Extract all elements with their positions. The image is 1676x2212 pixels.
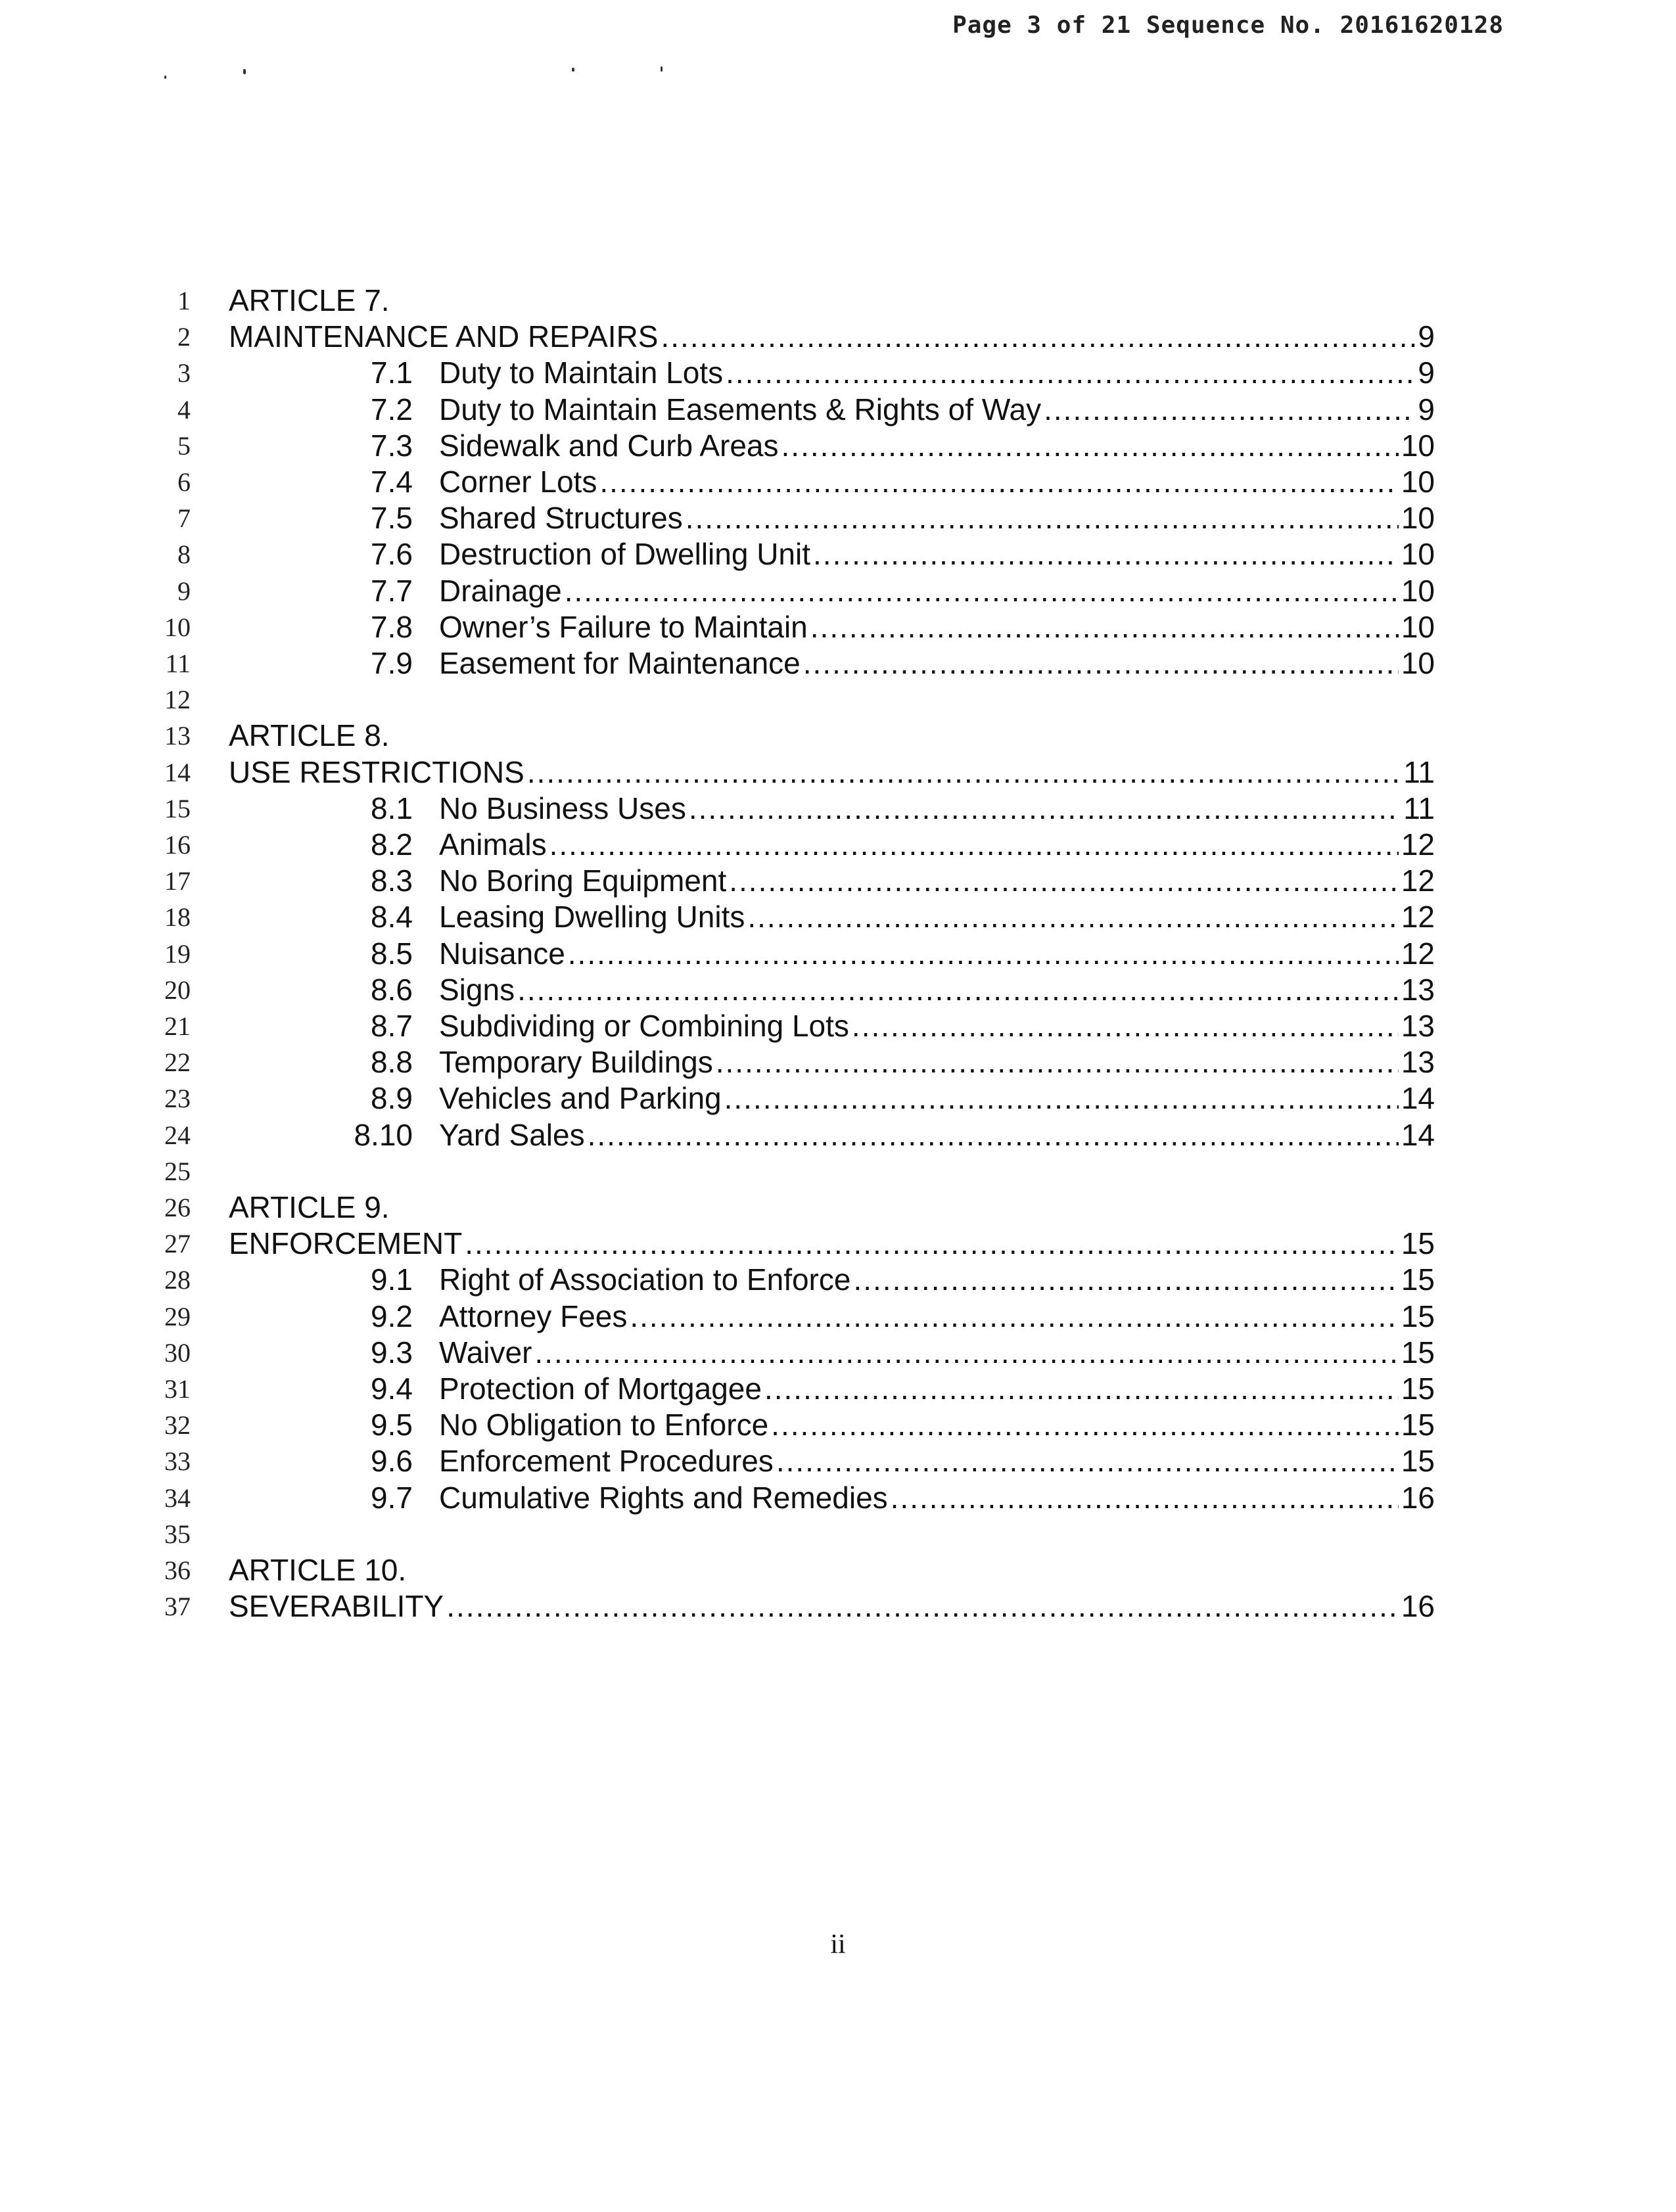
- toc-article-entry: [229, 319, 1435, 355]
- line-number: 27: [164, 1229, 191, 1259]
- toc-section-entry: [321, 1117, 1435, 1153]
- toc-line: [0, 827, 1676, 863]
- toc-line: [0, 645, 1676, 681]
- toc-line: [0, 573, 1676, 609]
- entry-page-number: 11: [1403, 754, 1435, 789]
- entry-page-number: 15: [1401, 1262, 1435, 1297]
- toc-line: [0, 1189, 1676, 1226]
- dot-leader: [588, 1117, 1399, 1153]
- toc-section-entry: [321, 863, 1435, 899]
- entry-page-number: 10: [1401, 465, 1435, 499]
- toc-line: [0, 1588, 1676, 1624]
- line-number: 6: [177, 467, 191, 497]
- dot-leader: [813, 536, 1399, 572]
- line-number: 9: [177, 576, 191, 606]
- line-number: 19: [164, 938, 191, 969]
- entry-page-number: 12: [1401, 900, 1435, 934]
- entry-page-number: 16: [1401, 1589, 1435, 1624]
- toc-section-entry: [321, 464, 1435, 500]
- section-number: 7.3: [371, 428, 413, 463]
- entry-title: SEVERABILITY: [229, 1589, 444, 1624]
- entry-page-number: 9: [1418, 356, 1435, 390]
- page-sequence-stamp: Page 3 of 21 Sequence No. 20161620128: [952, 12, 1504, 39]
- toc-section-entry: [321, 1443, 1435, 1479]
- line-number: 11: [165, 649, 191, 678]
- entry-page-number: 12: [1401, 864, 1435, 898]
- line-number: 1: [177, 286, 191, 315]
- toc-line: [0, 1407, 1676, 1443]
- entry-page-number: 10: [1401, 537, 1435, 572]
- line-number: 13: [164, 721, 191, 751]
- entry-page-number: 15: [1401, 1444, 1435, 1479]
- section-number: 7.9: [371, 646, 413, 680]
- entry-page-number: 15: [1401, 1371, 1435, 1406]
- entry-title: Destruction of Dwelling Unit: [439, 537, 811, 572]
- entry-title: Enforcement Procedures: [439, 1444, 774, 1479]
- toc-line: [0, 1008, 1676, 1044]
- dot-leader: [771, 1407, 1399, 1443]
- toc-section-entry: [321, 1080, 1435, 1117]
- toc-line: [0, 1153, 1676, 1189]
- line-number: 26: [164, 1193, 191, 1222]
- dot-leader: [853, 1262, 1398, 1298]
- section-number: 9.1: [371, 1262, 413, 1297]
- entry-page-number: 14: [1401, 1117, 1435, 1152]
- section-number: 7.7: [371, 573, 413, 608]
- entry-page-number: 15: [1401, 1299, 1435, 1333]
- dot-leader: [747, 899, 1398, 935]
- entry-title: Sidewalk and Curb Areas: [439, 428, 779, 463]
- section-number: 8.8: [371, 1045, 413, 1080]
- entry-page-number: 9: [1418, 319, 1435, 354]
- entry-title: Shared Structures: [439, 501, 683, 536]
- entry-page-number: 14: [1401, 1081, 1435, 1116]
- toc-section-entry: [321, 1371, 1435, 1407]
- toc-line: [0, 1262, 1676, 1298]
- line-number: 10: [164, 612, 191, 642]
- dot-leader: [716, 1044, 1399, 1080]
- dot-leader: [568, 936, 1399, 972]
- toc-line: [0, 1552, 1676, 1588]
- toc-line: [0, 536, 1676, 572]
- dot-leader: [630, 1299, 1398, 1335]
- entry-title: USE RESTRICTIONS: [229, 754, 524, 789]
- entry-page-number: 13: [1401, 972, 1435, 1007]
- entry-page-number: 15: [1401, 1335, 1435, 1370]
- entry-title: Easement for Maintenance: [439, 646, 801, 680]
- toc-section-entry: [321, 645, 1435, 681]
- section-number: 7.1: [371, 356, 413, 390]
- entry-page-number: 9: [1418, 392, 1435, 426]
- scan-specks: [0, 62, 789, 89]
- toc-section-entry: [321, 428, 1435, 464]
- entry-title: Temporary Buildings: [439, 1045, 713, 1080]
- entry-page-number: 15: [1401, 1408, 1435, 1442]
- toc-section-entry: [321, 573, 1435, 609]
- toc-article-entry: [229, 1226, 1435, 1262]
- toc-line: [0, 1299, 1676, 1335]
- dot-leader: [781, 428, 1399, 464]
- toc-line: [0, 1480, 1676, 1516]
- entry-title: Subdividing or Combining Lots: [439, 1009, 849, 1043]
- line-number: 18: [164, 902, 191, 933]
- line-number: 22: [164, 1048, 191, 1078]
- toc-section-entry: [321, 1262, 1435, 1298]
- entry-title: Signs: [439, 972, 515, 1007]
- section-number: 8.10: [354, 1117, 413, 1152]
- dot-leader: [599, 464, 1398, 500]
- line-number: 8: [177, 540, 191, 570]
- toc-line: [0, 500, 1676, 536]
- dot-leader: [726, 355, 1415, 391]
- entry-title: Owner’s Failure to Maintain: [439, 609, 808, 644]
- toc-section-entry: [321, 1044, 1435, 1080]
- line-number: 33: [164, 1446, 191, 1477]
- section-number: 9.2: [371, 1299, 413, 1333]
- toc-article-entry: [229, 283, 1435, 319]
- dot-leader: [661, 319, 1415, 355]
- toc-article-entry: [229, 1189, 1435, 1226]
- section-number: 8.5: [371, 936, 413, 971]
- line-number: 2: [177, 322, 191, 352]
- entry-page-number: 12: [1401, 827, 1435, 862]
- entry-title: Vehicles and Parking: [439, 1081, 722, 1116]
- toc-section-entry: [321, 1407, 1435, 1443]
- dot-leader: [565, 573, 1399, 609]
- entry-page-number: 10: [1401, 428, 1435, 463]
- entry-title: Protection of Mortgagee: [439, 1371, 762, 1406]
- toc-section-entry: [321, 1008, 1435, 1044]
- line-number: 35: [164, 1519, 191, 1549]
- section-number: 7.4: [371, 465, 413, 499]
- line-number: 29: [164, 1301, 191, 1331]
- section-number: 9.7: [371, 1480, 413, 1515]
- line-number: 24: [164, 1120, 191, 1150]
- entry-page-number: 11: [1403, 791, 1435, 825]
- section-number: 9.4: [371, 1371, 413, 1406]
- line-number: 34: [164, 1483, 191, 1513]
- entry-page-number: 15: [1401, 1226, 1435, 1261]
- entry-title: ARTICLE 7.: [229, 283, 390, 317]
- line-number: 16: [164, 830, 191, 860]
- toc-line: [0, 428, 1676, 464]
- dot-leader: [517, 972, 1399, 1008]
- dot-leader: [527, 754, 1401, 791]
- section-number: 8.4: [371, 900, 413, 934]
- toc-line: [0, 1516, 1676, 1552]
- section-number: 8.9: [371, 1081, 413, 1116]
- entry-title: ARTICLE 8.: [229, 718, 390, 753]
- section-number: 8.2: [371, 827, 413, 862]
- line-number: 23: [164, 1084, 191, 1114]
- entry-title: ARTICLE 10.: [229, 1553, 407, 1587]
- section-number: 8.3: [371, 864, 413, 898]
- toc-line: [0, 754, 1676, 791]
- dot-leader: [729, 863, 1399, 899]
- toc-line: [0, 392, 1676, 428]
- entry-page-number: 13: [1401, 1009, 1435, 1043]
- toc-article-entry: [229, 754, 1435, 791]
- line-number: 25: [164, 1156, 191, 1186]
- entry-page-number: 13: [1401, 1045, 1435, 1080]
- toc-line: [0, 899, 1676, 935]
- page-number-footer: ii: [830, 1929, 846, 1960]
- toc-line: [0, 681, 1676, 718]
- toc-line: [0, 1371, 1676, 1407]
- line-number: 15: [164, 793, 191, 823]
- section-number: 7.5: [371, 501, 413, 536]
- toc-section-entry: [321, 500, 1435, 536]
- toc-line: [0, 609, 1676, 645]
- dot-leader: [724, 1080, 1399, 1117]
- dot-leader: [852, 1008, 1399, 1044]
- toc-line: [0, 319, 1676, 355]
- line-number: 20: [164, 975, 191, 1005]
- toc-line: [0, 936, 1676, 972]
- entry-title: Attorney Fees: [439, 1299, 628, 1333]
- entry-title: Drainage: [439, 573, 562, 608]
- entry-title: No Business Uses: [439, 791, 686, 825]
- line-number: 37: [164, 1592, 191, 1622]
- toc-line: [0, 1080, 1676, 1117]
- section-number: 8.6: [371, 972, 413, 1007]
- line-number: 4: [177, 394, 191, 425]
- dot-leader: [686, 500, 1399, 536]
- line-number: 3: [177, 358, 191, 388]
- entry-title: Waiver: [439, 1335, 532, 1370]
- entry-page-number: 16: [1401, 1480, 1435, 1515]
- line-number: 12: [164, 685, 191, 715]
- entry-title: Nuisance: [439, 936, 565, 971]
- entry-title: No Obligation to Enforce: [439, 1408, 769, 1442]
- toc-line: [0, 972, 1676, 1008]
- toc-line: [0, 1226, 1676, 1262]
- entry-title: ENFORCEMENT: [229, 1226, 463, 1261]
- toc-line: [0, 1044, 1676, 1080]
- line-number: 5: [177, 430, 191, 461]
- entry-page-number: 10: [1401, 646, 1435, 680]
- toc-line: [0, 718, 1676, 754]
- toc-section-entry: [321, 1299, 1435, 1335]
- line-number: 21: [164, 1011, 191, 1041]
- section-number: 7.2: [371, 392, 413, 426]
- entry-title: No Boring Equipment: [439, 864, 727, 898]
- dot-leader: [1044, 392, 1415, 428]
- section-number: 8.1: [371, 791, 413, 825]
- toc-line: [0, 1335, 1676, 1371]
- toc-line: [0, 791, 1676, 827]
- section-number: 9.3: [371, 1335, 413, 1370]
- entry-title: ARTICLE 9.: [229, 1190, 390, 1224]
- toc-article-entry: [229, 1588, 1435, 1624]
- line-number: 17: [164, 866, 191, 896]
- line-number: 30: [164, 1337, 191, 1368]
- line-number: 36: [164, 1555, 191, 1585]
- dot-leader: [446, 1588, 1399, 1624]
- toc-section-entry: [321, 1335, 1435, 1371]
- entry-page-number: 10: [1401, 573, 1435, 608]
- dot-leader: [764, 1371, 1399, 1407]
- section-number: 8.7: [371, 1009, 413, 1043]
- toc-line: [0, 1117, 1676, 1153]
- entry-title: Duty to Maintain Lots: [439, 356, 724, 390]
- toc-section-entry: [321, 609, 1435, 645]
- toc-article-entry: [229, 718, 1435, 754]
- dot-leader: [549, 827, 1399, 863]
- toc-section-entry: [321, 536, 1435, 572]
- toc-section-entry: [321, 936, 1435, 972]
- dot-leader: [465, 1226, 1399, 1262]
- section-number: 9.6: [371, 1444, 413, 1479]
- toc-article-entry: [229, 1552, 1435, 1588]
- line-number: 28: [164, 1265, 191, 1295]
- toc-line: [0, 1443, 1676, 1479]
- toc-section-entry: [321, 392, 1435, 428]
- entry-page-number: 12: [1401, 936, 1435, 971]
- line-number: 14: [164, 757, 191, 787]
- toc-line: [0, 464, 1676, 500]
- line-number: 7: [177, 503, 191, 534]
- entry-title: Yard Sales: [439, 1117, 585, 1152]
- dot-leader: [810, 609, 1399, 645]
- dot-leader: [534, 1335, 1398, 1371]
- entry-page-number: 10: [1401, 609, 1435, 644]
- section-number: 7.8: [371, 609, 413, 644]
- dot-leader: [891, 1480, 1399, 1516]
- entry-title: Right of Association to Enforce: [439, 1262, 851, 1297]
- toc-section-entry: [321, 1480, 1435, 1516]
- entry-title: MAINTENANCE AND REPAIRS: [229, 319, 659, 354]
- toc-section-entry: [321, 972, 1435, 1008]
- toc-section-entry: [321, 791, 1435, 827]
- toc-line: [0, 283, 1676, 319]
- toc-section-entry: [321, 827, 1435, 863]
- dot-leader: [803, 645, 1399, 681]
- entry-title: Leasing Dwelling Units: [439, 900, 745, 934]
- toc-section-entry: [321, 355, 1435, 391]
- entry-title: Cumulative Rights and Remedies: [439, 1480, 888, 1515]
- section-number: 7.6: [371, 537, 413, 572]
- toc-line: [0, 863, 1676, 899]
- dot-leader: [776, 1443, 1399, 1479]
- entry-title: Duty to Maintain Easements & Rights of Way: [439, 392, 1042, 426]
- toc-line: [0, 355, 1676, 391]
- entry-title: Animals: [439, 827, 547, 862]
- entry-page-number: 10: [1401, 501, 1435, 536]
- toc-section-entry: [321, 899, 1435, 935]
- line-number: 31: [164, 1374, 191, 1404]
- line-number: 32: [164, 1410, 191, 1440]
- entry-title: Corner Lots: [439, 465, 597, 499]
- section-number: 9.5: [371, 1408, 413, 1442]
- dot-leader: [689, 791, 1401, 827]
